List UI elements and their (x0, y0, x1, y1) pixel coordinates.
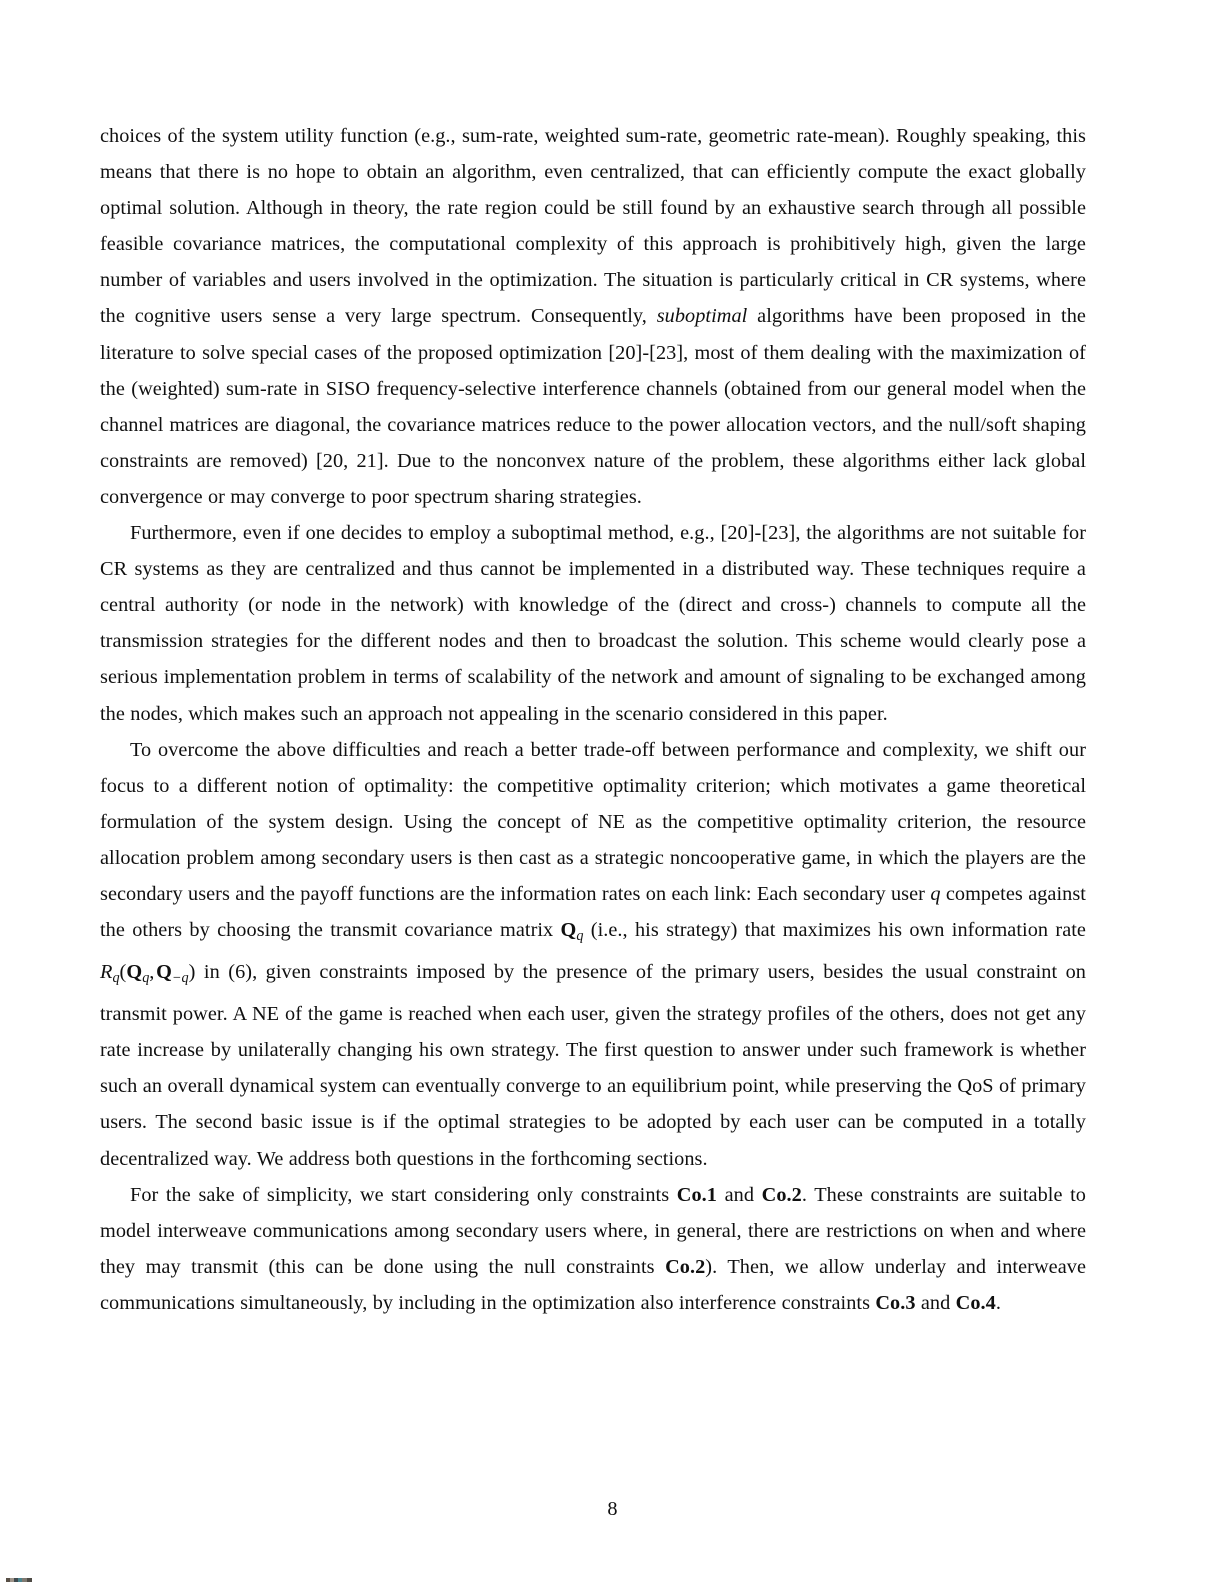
constraint-label-co3: Co.3 (875, 1291, 916, 1314)
paragraph-1-run-3: algorithms have been proposed in the literature to solve special cases of the proposed optimization [20]-[23], most of them dealing with the maximization of the (weighted) sum-rate in SISO frequency-selective interference channels (obtained from our general model when the channel matrices are diagonal, the covariance matrices reduce to the power allocation vectors, and the null/soft shaping constraints are removed) [20, 21]. Due to the nonconvex nature of the problem, these algorithms either lack global convergence or may converge to poor spectrum sharing strategies. (100, 305, 1086, 508)
math-symbol-Q-first: Q (126, 961, 143, 984)
math-symbol-Q-second: Q (156, 961, 172, 984)
math-variable-q: q (930, 882, 941, 905)
constraint-label-co1: Co.1 (676, 1183, 717, 1206)
math-close-paren: ) (188, 961, 196, 984)
page-number: 8 (607, 1498, 618, 1520)
math-subscript-q-first: q (142, 970, 150, 987)
paragraph-1 (100, 118, 1086, 515)
paragraph-2-run-1: Furthermore, even if one decides to employ a suboptimal method, e.g., [20]-[23], the algorithms are not suitable for CR systems as they are centralized and thus cannot be implemented in a distributed way. These techniques require a central authority (or node in the network) with knowledge of the (direct and cross-) channels to compute all the transmission strategies for the different nodes and then to broadcast the solution. This scheme would clearly pose a serious implementation problem in terms of scalability of the network and amount of signaling to be exchanged among the nodes, which makes such an approach not appealing in the scenario considered in this paper. (100, 522, 1086, 725)
paragraph-3-run-5: (i.e., his strategy) that maximizes his own information rate (583, 919, 1086, 942)
math-rate-function-Rq (100, 961, 196, 987)
emphasis-suboptimal: suboptimal (656, 305, 748, 328)
paragraph-4-run-5: . These constraints are suitable to model interweave communications among secondary users where, in general, there are restrictions on when and where they may transmit (this can be done using the null constraints (100, 1183, 1086, 1278)
paragraph-4-run-3: and (716, 1183, 762, 1206)
math-symbol-R: R (100, 961, 113, 984)
math-open-paren: ( (119, 961, 127, 984)
paragraph-3 (100, 732, 1086, 1177)
paragraph-4-run-9: and (915, 1291, 956, 1314)
paragraph-3-run-3: competes against the others by choosing the transmit covariance matrix (100, 882, 1086, 942)
paragraph-2 (100, 515, 1086, 732)
math-subscript-q-of-R: q (112, 970, 120, 987)
math-subscript-q: q (576, 928, 584, 945)
scan-edge-artifact (6, 1578, 32, 1582)
constraint-label-co2-second: Co.2 (665, 1255, 706, 1278)
constraint-label-co4: Co.4 (955, 1291, 996, 1314)
math-subscript-minus-q: −q (171, 970, 189, 987)
paragraph-3-run-7: in (6), given constraints imposed by the presence of the primary users, besides the usual constraint on transmit power. A NE of the game is reached when each user, given the strategy profiles of the others, does not get any rate increase by unilaterally changing his own strategy. The first question to answer under such framework is whether such an overall dynamical system can eventually converge to an equilibrium point, while preserving the QoS of primary users. The second basic issue is if the optimal strategies to be adopted by each user can be computed in a totally decentralized way. We address both questions in the forthcoming sections. (100, 961, 1086, 1170)
paragraph-4-run-7: ). Then, we allow underlay and interweave communications simultaneously, by including in the optimization also interference constraints (100, 1255, 1086, 1314)
constraint-label-co2: Co.2 (761, 1183, 802, 1206)
paragraph-3-run-1: To overcome the above difficulties and reach a better trade-off between performance and complexity, we shift our focus to a different notion of optimality: the competitive optimality criterion; which motivates a game theoretical formulation of the system design. Using the concept of NE as the competitive optimality criterion, the resource allocation problem among secondary users is then cast as a strategic noncooperative game, in which the players are the secondary users and the payoff functions are the information rates on each link: Each secondary user (100, 738, 1086, 905)
math-comma: , (149, 961, 157, 984)
paragraph-4-run-11: . (995, 1291, 1001, 1314)
paragraph-1-run-1: choices of the system utility function (e.g., sum-rate, weighted sum-rate, geometric rate-mean). Roughly speaking, this means that there is no hope to obtain an algorithm, even centralized, that can efficiently compute the exact globally optimal solution. Although in theory, the rate region could be still found by an exhaustive search through all possible feasible covariance matrices, the computational complexity of this approach is prohibitively high, given the large number of variables and users involved in the optimization. The situation is particularly critical in CR systems, where the cognitive users sense a very large spectrum. Consequently, (100, 125, 1086, 328)
paragraph-4-run-1: For the sake of simplicity, we start considering only constraints (130, 1183, 677, 1206)
math-symbol-Q: Q (560, 919, 577, 942)
math-covariance-matrix-Qq (560, 919, 584, 945)
paragraph-4 (100, 1177, 1086, 1321)
body-text-column (100, 118, 1086, 1321)
